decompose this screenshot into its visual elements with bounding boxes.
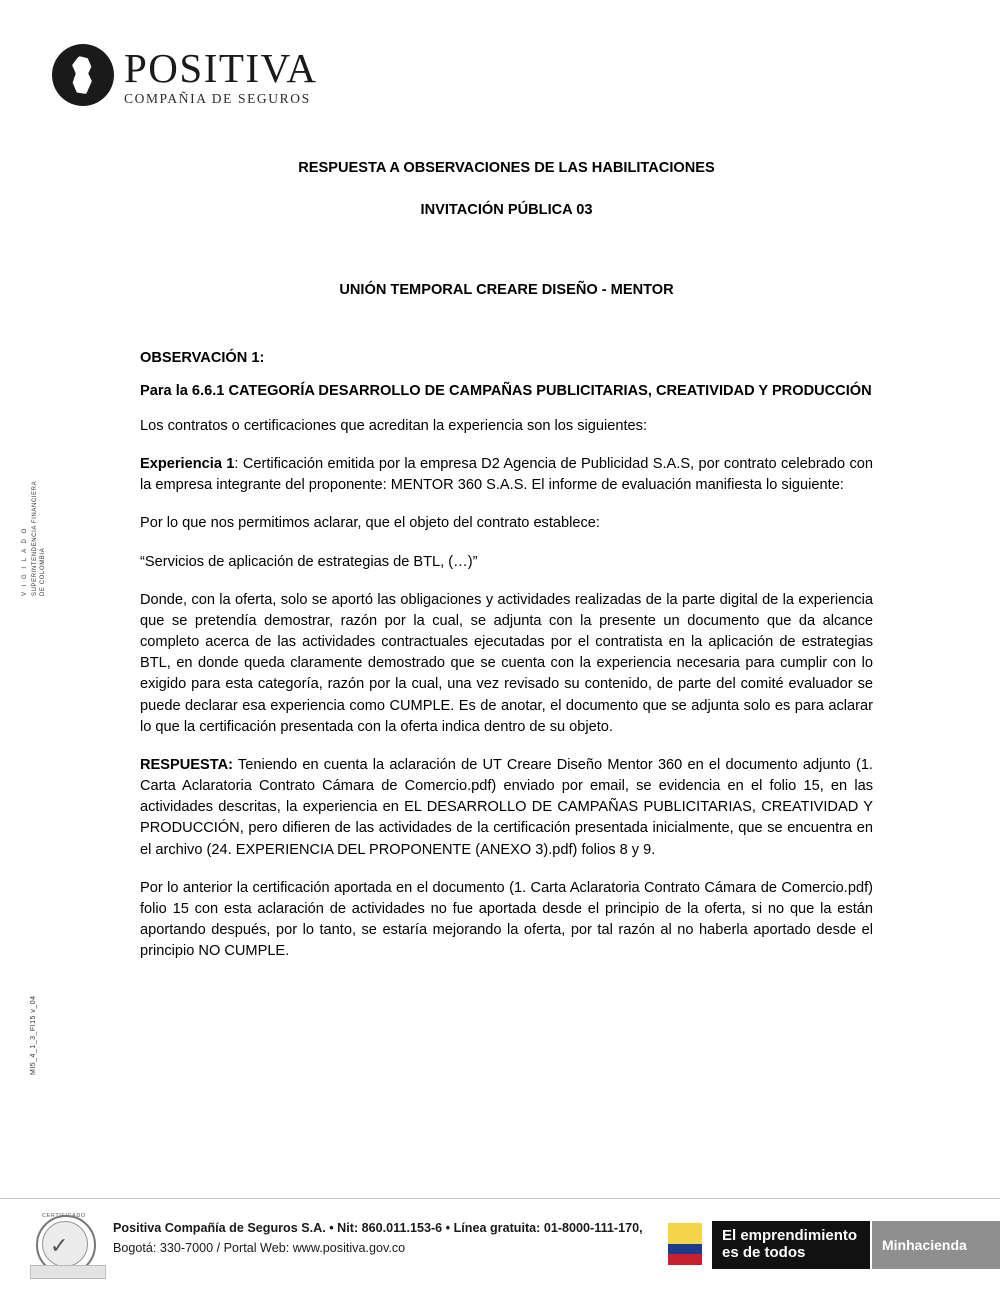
certification-seal-icon xyxy=(30,1213,104,1279)
experience-text: : Certificación emitida por la empresa D2 Agencia de Publicidad S.A.S, por contrato celebrado con la empresa integrante del proponente: MENTOR 360 S.A.S. El informe de evaluación manifiesta lo siguiente: xyxy=(140,456,873,494)
footer-divider xyxy=(0,1198,1000,1199)
seal-base-bar xyxy=(30,1265,106,1279)
answer-label: RESPUESTA: xyxy=(140,756,233,773)
footer-contact-line: Bogotá: 330-7000 / Portal Web: www.positiva.gov.co xyxy=(113,1241,406,1256)
paragraph-clarification-intro: Por lo que nos permitimos aclarar, que el objeto del contrato establece: xyxy=(140,515,600,532)
document-code: MI5_4_1_3_FI15 v_04 xyxy=(30,995,37,1075)
vigilado-entity-line2: DE COLOMBIA xyxy=(40,547,46,596)
seal-check-icon: ✓ xyxy=(50,1233,69,1258)
paragraph-contracts-intro: Los contratos o certificaciones que acreditan la experiencia son los siguientes: xyxy=(140,418,648,434)
gov-badge-line1: El emprendimiento xyxy=(722,1227,858,1244)
gov-badge-line2: es de todos xyxy=(722,1244,806,1262)
flag-stripe-blue xyxy=(668,1244,702,1254)
government-slogan-badge xyxy=(712,1221,870,1269)
logo-company-name: POSITIVA xyxy=(124,45,318,91)
paragraph-answer xyxy=(140,755,873,861)
document-body xyxy=(140,160,873,979)
document-title-2: INVITACIÓN PÚBLICA 03 xyxy=(420,202,593,218)
paragraph-conclusion: Por lo anterior la certificación aportada en el documento (1. Carta Aclaratoria Contrato Cámara de Comercio.pdf) folio 15 con esta aclaración de actividades no fue aportada desde el principio de la oferta, si no que la están aportando después, por lo tanto, se estaría mejorando la oferta, por tal razón al no haberla aportado desde el principio NO CUMPLE. xyxy=(140,879,873,960)
answer-text: Teniendo en cuenta la aclaración de UT Creare Diseño Mentor 360 en el documento adjunto (1. Carta Aclaratoria Contrato Cámara de Comercio.pdf) enviado por email, se evidencia en el folio 15, en las actividades descritas, la experiencia en EL DESARROLLO DE CAMPAÑAS PUBLICITARIAS, CREATIVIDAD Y PRODUCCIÓN, pero difieren de las actividades de la certificación presentada inicialmente, que se encuentra en el archivo (24. EXPERIENCIA DEL PROPONENTE (ANEXO 3).pdf) folios 8 y 9. xyxy=(140,756,873,858)
positiva-logo xyxy=(52,44,318,107)
page-footer xyxy=(0,1205,1000,1294)
vigilado-entity-line1: SUPERINTENDENCIA FINANCIERA xyxy=(32,480,38,596)
document-title-1: RESPUESTA A OBSERVACIONES DE LAS HABILITACIONES xyxy=(298,160,715,176)
experience-label: Experiencia 1 xyxy=(140,456,235,473)
logo-company-tagline: COMPAÑIA DE SEGUROS xyxy=(124,91,311,106)
ministry-badge: Minhacienda xyxy=(872,1221,1000,1269)
spacer xyxy=(140,240,873,282)
contract-object-quote: “Servicios de aplicación de estrategias de BTL, (…)” xyxy=(140,553,478,570)
vigilado-label: V I G I L A D O xyxy=(22,526,28,596)
spacer xyxy=(140,324,873,350)
category-heading: Para la 6.6.1 CATEGORÍA DESARROLLO DE CAMPAÑAS PUBLICITARIAS, CREATIVIDAD Y PRODUCCIÓN xyxy=(140,383,872,399)
colombia-flag-icon xyxy=(668,1223,702,1265)
footer-company-info xyxy=(113,1218,653,1258)
document-title-3: UNIÓN TEMPORAL CREARE DISEÑO - MENTOR xyxy=(339,282,674,298)
observation-heading: OBSERVACIÓN 1: xyxy=(140,350,265,366)
flag-stripe-yellow xyxy=(668,1223,702,1244)
paragraph-experience-1 xyxy=(140,454,873,496)
seal-label: CERTIFICADO xyxy=(42,1213,86,1219)
paragraph-explanation: Donde, con la oferta, solo se aportó las obligaciones y actividades realizadas de la parte digital de la experiencia que se pretendía demostrar, razón por la cual, se adjunta con la presente un documento que da alcance completo acerca de las actividades contractuales ejecutadas por el contratista en la aplicación de estrategias BTL, en donde queda claramente demostrado que se cuenta con la experiencia necesaria para cumplir con lo exigido para esta categoría, razón por la cual, una vez revisado su contenido, de parte del comité evaluador se puede declarar esa experiencia como CUMPLE. Es de anotar, el documento que se adjunta solo es para aclarar lo que la certificación presentada con la oferta indica dentro de su objeto. xyxy=(140,591,873,735)
eagle-emblem-icon xyxy=(52,44,114,106)
footer-company-line: Positiva Compañía de Seguros S.A. • Nit: 860.011.153-6 • Línea gratuita: 01-8000-111-170, xyxy=(113,1221,643,1235)
logo-text xyxy=(124,44,318,107)
flag-stripe-red xyxy=(668,1254,702,1265)
